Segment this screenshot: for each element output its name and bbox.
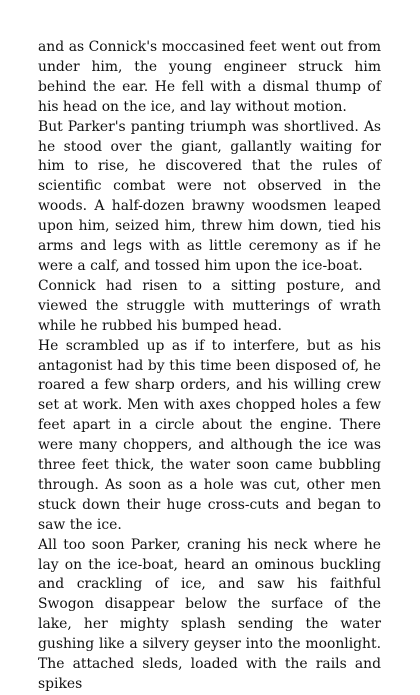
document-page — [38, 38, 381, 695]
paragraph-5: All too soon Parker, craning his neck where he lay on the ice-boat, heard an ominous buckling and crackling of ice, and saw his faithful Swogon disappear below the surface of the lake, her mighty splash sending the water gushing like a silvery geyser into the moonlight. The attached sleds, loaded with the rails and spikes — [38, 536, 381, 692]
paragraph-2: But Parker's panting triumph was shortlived. As he stood over the giant, gallantly waiting for him to rise, he discovered that the rules of scientific combat were not observed in the woods. A half-dozen brawny woodsmen leaped upon him, seized him, threw him down, tied his arms and legs with as little ceremony as if he were a calf, and tossed him upon the ice-boat. — [38, 118, 381, 274]
paragraph-1: and as Connick's moccasined feet went out from under him, the young engineer struck him behind the ear. He fell with a dismal thump of his head on the ice, and lay without motion. — [38, 39, 381, 115]
paragraph-3: Connick had risen to a sitting posture, and viewed the struggle with mutterings of wrath while he rubbed his bumped head. — [38, 277, 381, 334]
paragraph-4: He scrambled up as if to interfere, but as his antagonist had by this time been disposed of, he roared a few sharp orders, and his willing crew set at work. Men with axes chopped holes a few feet apart in a circle about the engine. There were many choppers, and although the ice was three feet thick, the water soon came bubbling through. As soon as a hole was cut, other men stuck down their huge cross-cuts and began to saw the ice. — [38, 337, 381, 533]
